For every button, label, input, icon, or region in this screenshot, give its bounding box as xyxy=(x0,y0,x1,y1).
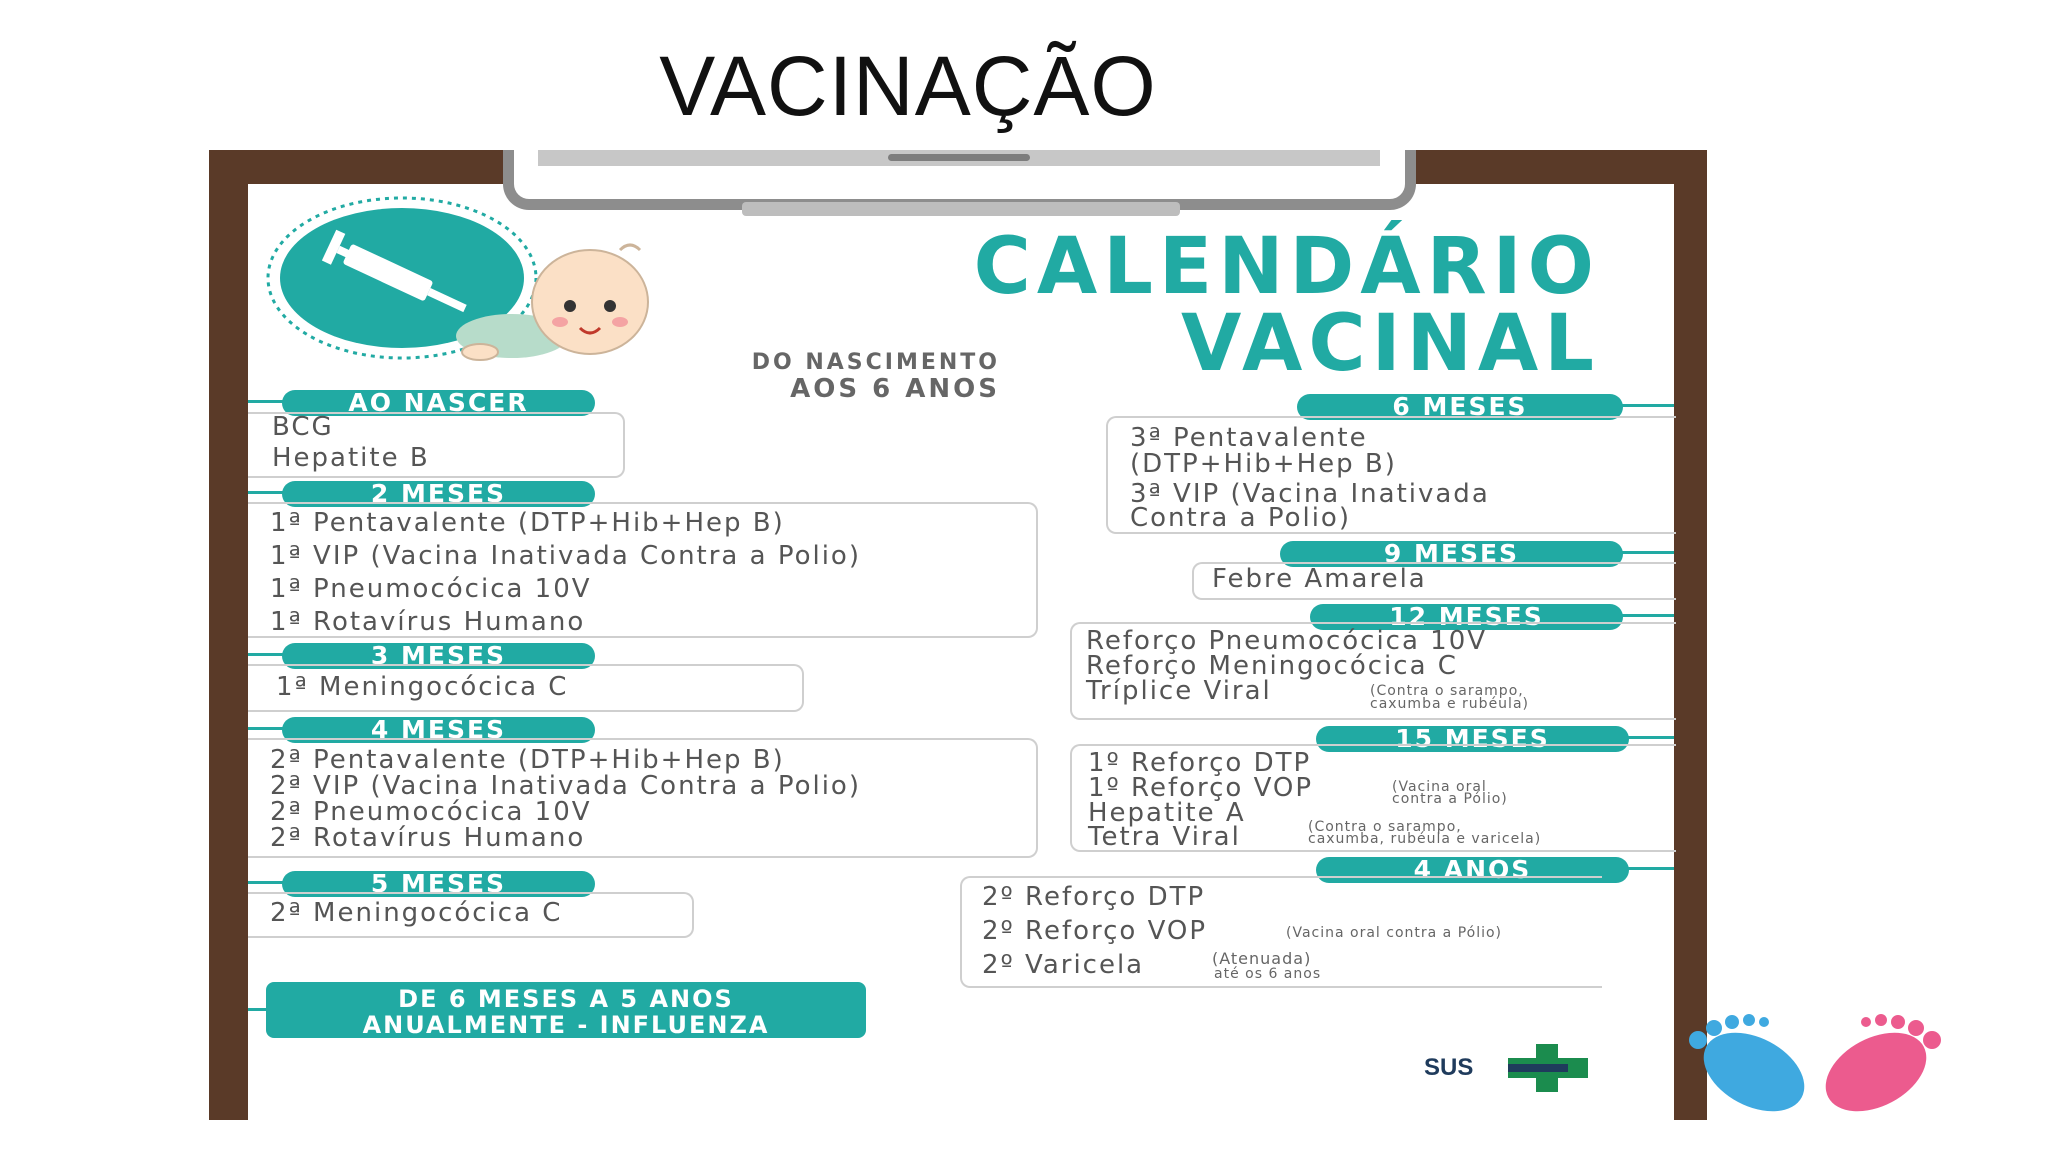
calendar-subtitle-line2: AOS 6 ANOS xyxy=(790,374,1000,404)
vaccine-note: (Atenuada) xyxy=(1212,949,1312,968)
vaccine-item: 2ª Pneumocócica 10V xyxy=(270,797,592,827)
vaccine-item: 2ª VIP (Vacina Inativada Contra a Polio) xyxy=(270,771,861,801)
vaccine-item: 1º Reforço DTP xyxy=(1088,748,1312,778)
vaccine-item: Tetra Viral xyxy=(1088,822,1241,852)
influenza-banner xyxy=(266,982,866,1038)
vaccine-item: 2º Reforço VOP xyxy=(982,916,1208,946)
vaccine-note: caxumba, rubéula e varicela) xyxy=(1308,831,1542,847)
vaccine-note: contra a Pólio) xyxy=(1392,791,1508,807)
vaccine-note: (Contra o sarampo, xyxy=(1370,683,1524,699)
vaccine-item: 1ª VIP (Vacina Inativada Contra a Polio) xyxy=(270,541,861,571)
calendar-title-line2: VACINAL xyxy=(1180,299,1600,389)
calendar-subtitle-line1: DO NASCIMENTO xyxy=(751,350,1000,375)
vaccine-item: Febre Amarela xyxy=(1212,564,1427,594)
section-label-2-meses: 2 MESES xyxy=(282,481,595,507)
vaccine-item: 1º Reforço VOP xyxy=(1088,773,1314,803)
slide-title: VACINAÇÃO xyxy=(659,39,1157,133)
baby-icon xyxy=(420,232,730,362)
section-label-15-meses: 15 MESES xyxy=(1316,726,1629,752)
vaccine-item: (DTP+Hib+Hep B) xyxy=(1130,449,1397,479)
section-label-3-meses: 3 MESES xyxy=(282,643,595,669)
influenza-line1: DE 6 MESES A 5 ANOS xyxy=(398,985,734,1013)
section-label-12-meses: 12 MESES xyxy=(1310,604,1623,630)
vaccine-item: 2ª Meningocócica C xyxy=(270,898,563,928)
vaccine-item: 1ª Rotavírus Humano xyxy=(270,607,586,637)
section-line xyxy=(248,1008,268,1011)
section-label-6-meses: 6 MESES xyxy=(1297,394,1623,420)
vaccine-note: (Contra o sarampo, xyxy=(1308,819,1462,835)
cross-icon xyxy=(1504,1044,1594,1094)
section-label-4-meses: 4 MESES xyxy=(282,717,595,743)
vaccine-item: Hepatite B xyxy=(272,443,430,473)
section-label-ao-nascer: AO NASCER xyxy=(282,390,595,416)
vaccine-item: Hepatite A xyxy=(1088,798,1246,828)
vaccine-item: 1ª Pneumocócica 10V xyxy=(270,574,592,604)
vaccine-item: 3ª Pentavalente xyxy=(1130,423,1368,453)
clip-slot xyxy=(888,154,1030,161)
vaccine-item: 1ª Meningocócica C xyxy=(276,672,569,702)
vaccine-item: Contra a Polio) xyxy=(1130,503,1351,533)
vaccine-item: Tríplice Viral xyxy=(1086,676,1272,706)
vaccine-note: até os 6 anos xyxy=(1214,966,1322,982)
vaccine-item: BCG xyxy=(272,412,334,442)
calendar-title-line1: CALENDÁRIO xyxy=(973,222,1600,312)
section-label-9-meses: 9 MESES xyxy=(1280,541,1623,567)
baby-feet-icon xyxy=(1676,1010,1976,1120)
influenza-line2: ANUALMENTE - INFLUENZA xyxy=(362,1011,770,1039)
vaccine-note: (Vacina oral xyxy=(1392,779,1487,795)
section-label-5-meses: 5 MESES xyxy=(282,871,595,897)
vaccine-item: 3ª VIP (Vacina Inativada xyxy=(1130,479,1490,509)
vaccine-item: 2ª Rotavírus Humano xyxy=(270,823,586,853)
vaccine-note: (Vacina oral contra a Pólio) xyxy=(1286,925,1503,941)
sus-label: SUS xyxy=(1424,1054,1474,1081)
vaccine-item: Reforço Meningocócica C xyxy=(1086,651,1458,681)
vaccine-item: 1ª Pentavalente (DTP+Hib+Hep B) xyxy=(270,508,785,538)
vaccine-item: 2º Varicela xyxy=(982,950,1145,980)
vaccine-item: 2ª Pentavalente (DTP+Hib+Hep B) xyxy=(270,745,785,775)
clip-bottom xyxy=(742,202,1180,216)
vaccine-item: 2º Reforço DTP xyxy=(982,882,1206,912)
section-label-4-anos: 4 ANOS xyxy=(1316,857,1629,883)
vaccine-item: Reforço Pneumocócica 10V xyxy=(1086,626,1488,656)
vaccine-note: caxumba e rubéula) xyxy=(1370,696,1529,712)
